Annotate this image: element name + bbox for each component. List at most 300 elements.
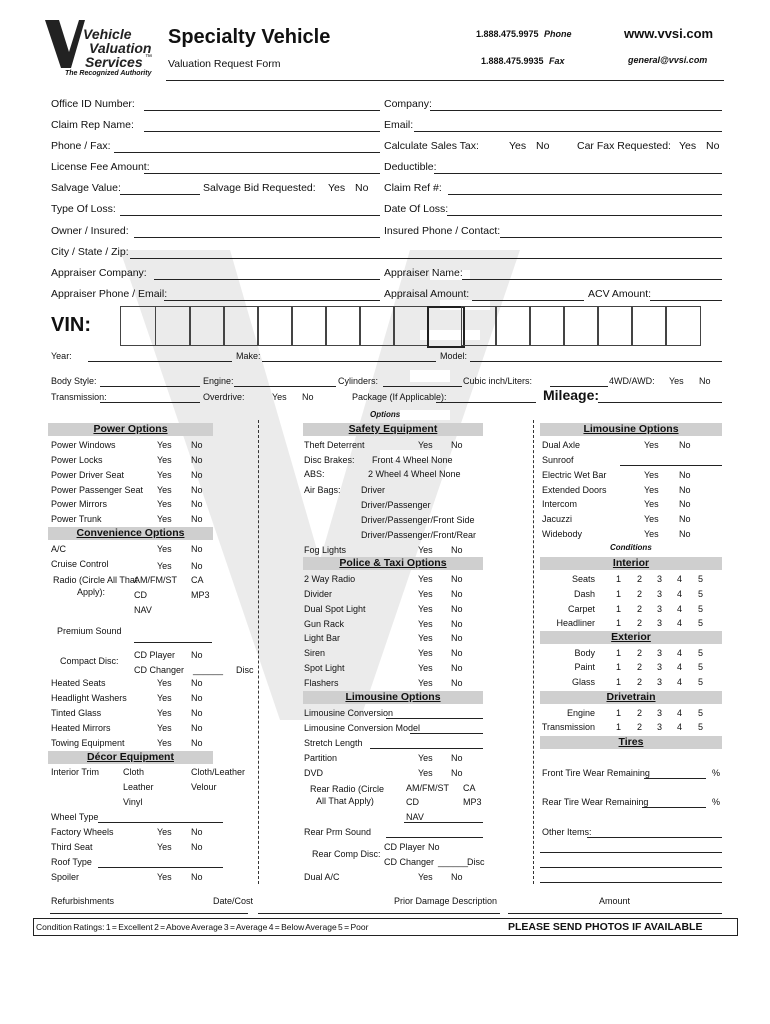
power-item: Power Passenger Seat: [51, 485, 144, 495]
rear-radio-opt-cd[interactable]: CD: [406, 797, 419, 807]
drivetrain-item-rating: 1: [616, 722, 622, 732]
package-input[interactable]: [436, 402, 536, 403]
wheel-type-label: Wheel Type: [51, 812, 99, 822]
interior-item-label: Headliner: [556, 618, 595, 628]
dvd-no[interactable]: No: [451, 768, 463, 778]
exterior-header: Exterior: [540, 631, 722, 644]
phone-label: Phone: [544, 29, 572, 39]
package-label: Package (If Applicable):: [352, 392, 447, 402]
cd-player-no[interactable]: No: [191, 650, 203, 660]
drivetrain-item-rating: 2: [637, 708, 643, 718]
amount-label: Amount: [599, 896, 631, 906]
police-item: Gun Rack: [304, 619, 345, 629]
engine-input[interactable]: [234, 386, 336, 387]
drivetrain-item-rating: 5: [698, 722, 704, 732]
type-of-loss-input[interactable]: [120, 215, 380, 216]
other-items-input-3[interactable]: [540, 867, 722, 868]
dual-ac-yes[interactable]: Yes: [418, 872, 433, 882]
roof-type-input[interactable]: [98, 867, 223, 868]
power-item: Power Locks: [51, 455, 103, 465]
theft-yes[interactable]: Yes: [418, 440, 433, 450]
power-item-no[interactable]: No: [191, 440, 203, 450]
salvage-bid-no[interactable]: No: [355, 182, 369, 194]
power-item-no[interactable]: No: [191, 485, 203, 495]
sales-tax-no[interactable]: No: [536, 140, 550, 152]
police-item-yes[interactable]: Yes: [418, 574, 433, 584]
fwd-yes[interactable]: Yes: [669, 376, 684, 386]
limo-conversion-model-input[interactable]: [410, 733, 483, 734]
rear-comp-disc-label: Rear Comp Disc:: [312, 849, 381, 859]
cd-changer-label: CD Changer: [134, 665, 185, 675]
tires-header: Tires: [540, 736, 722, 749]
heated-mirrors-yes[interactable]: Yes: [157, 723, 172, 733]
police-item: Siren: [304, 648, 326, 658]
rear-radio-apply: All That Apply): [316, 796, 374, 806]
interior-item-rating: 4: [677, 589, 683, 599]
sales-tax-yes[interactable]: Yes: [509, 140, 527, 152]
dual-axle-no[interactable]: No: [679, 440, 691, 450]
options-label: Options: [370, 410, 401, 419]
power-item-yes[interactable]: Yes: [157, 499, 172, 509]
rear-tire-pct: %: [712, 797, 721, 807]
dual-axle-yes[interactable]: Yes: [644, 440, 659, 450]
power-item-no[interactable]: No: [191, 455, 203, 465]
airbag-opt-3[interactable]: Driver/Passenger/Front Side: [361, 515, 475, 525]
vin-box[interactable]: [223, 306, 259, 346]
heated-mirrors-no[interactable]: No: [191, 723, 203, 733]
owner-input[interactable]: [134, 237, 380, 238]
vin-box[interactable]: [529, 306, 565, 346]
fog-lights-label: Fog Lights: [304, 545, 347, 555]
transmission-label: Transmission:: [51, 392, 107, 402]
overdrive-label: Overdrive:: [203, 392, 245, 402]
tinted-glass-yes[interactable]: Yes: [157, 708, 172, 718]
police-item-yes[interactable]: Yes: [418, 589, 433, 599]
spoiler-yes[interactable]: Yes: [157, 872, 172, 882]
engine-label: Engine:: [203, 376, 234, 386]
exterior-item-rating: 2: [637, 662, 643, 672]
overdrive-no[interactable]: No: [302, 392, 314, 402]
third-seat-no[interactable]: No: [191, 842, 203, 852]
vin-box[interactable]: [597, 306, 633, 346]
towing-equipment-yes[interactable]: Yes: [157, 738, 172, 748]
rear-radio-opt-mp3[interactable]: MP3: [463, 797, 482, 807]
spoiler-no[interactable]: No: [191, 872, 203, 882]
trim-opt-leather[interactable]: Leather: [123, 782, 154, 792]
interior-item-rating: 1: [616, 574, 622, 584]
claim-rep-label: Claim Rep Name:: [51, 119, 134, 131]
power-item-no[interactable]: No: [191, 470, 203, 480]
airbag-opt-2[interactable]: Driver/Passenger: [361, 500, 431, 510]
interior-item-rating: 4: [677, 574, 683, 584]
interior-item-rating: 4: [677, 618, 683, 628]
jacuzzi-no[interactable]: No: [679, 514, 691, 524]
interior-item-rating: 5: [698, 618, 704, 628]
towing-equipment-no[interactable]: No: [191, 738, 203, 748]
rear-prm-sound-input[interactable]: [386, 837, 483, 838]
spoiler-label: Spoiler: [51, 872, 80, 882]
limo-conversion-input[interactable]: [386, 718, 483, 719]
drivetrain-item-label: Transmission: [541, 722, 595, 732]
wheel-type-input[interactable]: [98, 822, 223, 823]
exterior-item-rating: 1: [616, 677, 622, 687]
email-address[interactable]: general@vvsi.com: [628, 55, 708, 65]
vin-box[interactable]: [257, 306, 293, 346]
radio-opt-nav[interactable]: NAV: [134, 605, 152, 615]
vin-box[interactable]: [155, 306, 191, 346]
police-item-yes[interactable]: Yes: [418, 663, 433, 673]
logo-v-icon: [45, 18, 85, 70]
airbag-opt-1[interactable]: Driver: [361, 485, 385, 495]
police-item-no[interactable]: No: [451, 633, 463, 643]
appraiser-company-label: Appraiser Company:: [51, 267, 147, 279]
transmission-input[interactable]: [100, 402, 200, 403]
limo-conversion-model-label: Limousine Conversion Model: [304, 723, 421, 733]
mileage-input[interactable]: [598, 402, 722, 403]
roof-type-label: Roof Type: [51, 857, 92, 867]
rear-radio-opt-amfm[interactable]: AM/FM/ST: [406, 783, 449, 793]
vin-box[interactable]: [393, 306, 429, 346]
year-input[interactable]: [88, 361, 232, 362]
partition-yes[interactable]: Yes: [418, 753, 433, 763]
interior-item-rating: 1: [616, 618, 622, 628]
interior-header: Interior: [540, 557, 722, 570]
fwd-no[interactable]: No: [699, 376, 711, 386]
interior-item-rating: 2: [637, 618, 643, 628]
appraisal-amount-label: Appraisal Amount:: [384, 288, 470, 300]
rear-tire-input[interactable]: [642, 807, 706, 808]
refurbishments-label: Refurbishments: [51, 896, 115, 906]
towing-equipment-label: Towing Equipment: [51, 738, 125, 748]
jacuzzi-yes[interactable]: Yes: [644, 514, 659, 524]
appraiser-name-label: Appraiser Name:: [384, 267, 463, 279]
third-seat-yes[interactable]: Yes: [157, 842, 172, 852]
sunroof-input[interactable]: [620, 465, 722, 466]
power-item: Power Mirrors: [51, 499, 108, 509]
police-item: Dual Spot Light: [304, 604, 366, 614]
rear-radio-opt-ca[interactable]: CA: [463, 783, 476, 793]
appraiser-name-input[interactable]: [462, 279, 722, 280]
safety-equipment-header: Safety Equipment: [303, 423, 483, 436]
interior-item-rating: 2: [637, 589, 643, 599]
rear-cd-changer-disc: Disc: [467, 857, 485, 867]
widebody-label: Widebody: [542, 529, 583, 539]
power-item-yes[interactable]: Yes: [157, 485, 172, 495]
vin-box[interactable]: [665, 306, 701, 346]
car-fax-yes[interactable]: Yes: [679, 140, 697, 152]
rear-cd-changer-label: CD Changer: [384, 857, 435, 867]
exterior-item-label: Body: [574, 648, 595, 658]
cruise-label: Cruise Control: [51, 559, 109, 569]
type-of-loss-label: Type Of Loss:: [51, 203, 116, 215]
vin-label: VIN:: [51, 314, 91, 336]
salvage-bid-label: Salvage Bid Requested:: [203, 182, 316, 194]
heated-seats-no[interactable]: No: [191, 678, 203, 688]
intercom-label: Intercom: [542, 499, 578, 509]
limo-options-header-2: Limousine Options: [303, 691, 483, 704]
title: Specialty Vehicle: [168, 26, 331, 48]
email-label: Email:: [384, 119, 414, 131]
drivetrain-item-label: Engine: [566, 708, 595, 718]
column-divider-2: [533, 420, 534, 884]
disc-brakes-label: Disc Brakes:: [304, 455, 355, 465]
factory-wheels-yes[interactable]: Yes: [157, 827, 172, 837]
exterior-item-rating: 3: [657, 648, 663, 658]
company-input[interactable]: [430, 110, 722, 111]
other-items-label: Other Items:: [542, 827, 592, 837]
interior-item-rating: 1: [616, 604, 622, 614]
exterior-item-rating: 2: [637, 648, 643, 658]
airbags-label: Air Bags:: [304, 485, 341, 495]
extended-doors-label: Extended Doors: [542, 485, 607, 495]
deductible-label: Deductible:: [384, 161, 437, 173]
power-item: Power Driver Seat: [51, 470, 125, 480]
police-item-yes[interactable]: Yes: [418, 604, 433, 614]
vin-box[interactable]: [461, 306, 497, 346]
exterior-item-rating: 5: [698, 662, 704, 672]
premium-sound-label: Premium Sound: [57, 626, 122, 636]
fog-lights-yes[interactable]: Yes: [418, 545, 433, 555]
police-item-yes[interactable]: Yes: [418, 678, 433, 688]
power-item-no[interactable]: No: [191, 499, 203, 509]
radio-opt-mp3[interactable]: MP3: [191, 590, 210, 600]
partition-label: Partition: [304, 753, 338, 763]
column-divider-1: [258, 420, 259, 884]
license-fee-label: License Fee Amount:: [51, 161, 150, 173]
partition-no[interactable]: No: [451, 753, 463, 763]
limo-conversion-label: Limousine Conversion: [304, 708, 394, 718]
salvage-value-input[interactable]: [120, 194, 200, 195]
police-item-no[interactable]: No: [451, 574, 463, 584]
cubic-label: Cubic inch/Liters:: [463, 376, 533, 386]
insured-phone-label: Insured Phone / Contact:: [384, 225, 501, 237]
model-input[interactable]: [470, 361, 722, 362]
vin-box[interactable]: [291, 306, 327, 346]
trim-opt-cloth[interactable]: Cloth: [123, 767, 145, 777]
ac-yes[interactable]: Yes: [157, 544, 172, 554]
intercom-no[interactable]: No: [679, 499, 691, 509]
radio-opt-ca[interactable]: CA: [191, 575, 204, 585]
drivetrain-item-rating: 3: [657, 708, 663, 718]
rear-cd-player-no[interactable]: No: [428, 842, 440, 852]
front-tire-label: Front Tire Wear Remaining: [542, 768, 650, 778]
police-item-no[interactable]: No: [451, 678, 463, 688]
fog-lights-no[interactable]: No: [451, 545, 463, 555]
rear-cd-changer-blank: ______: [438, 857, 469, 867]
dual-ac-label: Dual A/C: [304, 872, 340, 882]
rear-radio-line[interactable]: [404, 822, 483, 823]
headlight-washers-no[interactable]: No: [191, 693, 203, 703]
cylinders-input[interactable]: [383, 386, 462, 387]
radio-apply: Apply):: [77, 587, 106, 597]
email-input[interactable]: [414, 131, 722, 132]
claim-ref-label: Claim Ref #:: [384, 182, 442, 194]
office-id-label: Office ID Number:: [51, 98, 135, 110]
extended-doors-yes[interactable]: Yes: [644, 485, 659, 495]
power-options-header: Power Options: [48, 423, 213, 436]
dvd-label: DVD: [304, 768, 324, 778]
other-items-input-2[interactable]: [540, 852, 722, 853]
office-id-input[interactable]: [144, 110, 380, 111]
abs-label: ABS:: [304, 469, 325, 479]
power-item-yes[interactable]: Yes: [157, 440, 172, 450]
date-of-loss-input[interactable]: [447, 215, 722, 216]
acv-amount-input[interactable]: [650, 300, 722, 301]
police-item: Flashers: [304, 678, 339, 688]
police-item-yes[interactable]: Yes: [418, 633, 433, 643]
sales-tax-label: Calculate Sales Tax:: [384, 140, 479, 152]
airbag-opt-4[interactable]: Driver/Passenger/Front/Rear: [361, 530, 477, 540]
city-input[interactable]: [130, 258, 722, 259]
model-label: Model:: [440, 351, 468, 361]
headlight-washers-yes[interactable]: Yes: [157, 693, 172, 703]
date-cost-label: Date/Cost: [213, 896, 254, 906]
electric-wet-bar-yes[interactable]: Yes: [644, 470, 659, 480]
cruise-no[interactable]: No: [191, 561, 203, 571]
police-item-yes[interactable]: Yes: [418, 648, 433, 658]
electric-wet-bar-no[interactable]: No: [679, 470, 691, 480]
make-input[interactable]: [262, 361, 436, 362]
exterior-item-rating: 1: [616, 662, 622, 672]
limo-options-header: Limousine Options: [540, 423, 722, 436]
overdrive-yes[interactable]: Yes: [272, 392, 287, 402]
heated-seats-yes[interactable]: Yes: [157, 678, 172, 688]
extended-doors-no[interactable]: No: [679, 485, 691, 495]
vin-box[interactable]: [427, 306, 465, 348]
rear-tire-label: Rear Tire Wear Remaining: [542, 797, 649, 807]
dvd-yes[interactable]: Yes: [418, 768, 433, 778]
drivetrain-item-rating: 5: [698, 708, 704, 718]
interior-item-rating: 2: [637, 574, 643, 584]
ac-no[interactable]: No: [191, 544, 203, 554]
appraiser-phone-input[interactable]: [164, 300, 380, 301]
exterior-item-rating: 1: [616, 648, 622, 658]
intercom-yes[interactable]: Yes: [644, 499, 659, 509]
salvage-bid-yes[interactable]: Yes: [328, 182, 346, 194]
deductible-input[interactable]: [434, 173, 722, 174]
vin-box[interactable]: [189, 306, 225, 346]
power-item-no[interactable]: No: [191, 514, 203, 524]
phone-fax-input[interactable]: [114, 152, 380, 153]
interior-item-rating: 5: [698, 589, 704, 599]
city-label: City / State / Zip:: [51, 246, 129, 258]
rear-radio-opt-nav[interactable]: NAV: [406, 812, 424, 822]
interior-item-rating: 3: [657, 604, 663, 614]
interior-item-rating: 3: [657, 589, 663, 599]
vin-box[interactable]: [495, 306, 531, 346]
exterior-item-label: Paint: [574, 662, 595, 672]
stretch-length-label: Stretch Length: [304, 738, 363, 748]
police-item-no[interactable]: No: [451, 604, 463, 614]
police-item: Spot Light: [304, 663, 345, 673]
police-item-no[interactable]: No: [451, 619, 463, 629]
photos-note: PLEASE SEND PHOTOS IF AVAILABLE: [508, 921, 703, 933]
exterior-item-rating: 2: [637, 677, 643, 687]
radio-opt-amfm[interactable]: AM/FM/ST: [134, 575, 177, 585]
power-item-yes[interactable]: Yes: [157, 514, 172, 524]
condition-ratings-text: Condition Ratings: 1 = Excellent 2 = Above Average 3 = Average 4 = Below Average 5 = Poor: [36, 922, 369, 932]
exterior-item-rating: 4: [677, 648, 683, 658]
mileage-label: Mileage:: [543, 387, 600, 403]
power-item: Power Windows: [51, 440, 116, 450]
other-items-input-4[interactable]: [540, 882, 722, 883]
vin-box[interactable]: [120, 306, 156, 346]
vin-box[interactable]: [359, 306, 395, 346]
owner-label: Owner / Insured:: [51, 225, 129, 237]
phone-fax-label: Phone / Fax:: [51, 140, 111, 152]
appraiser-company-input[interactable]: [154, 279, 380, 280]
premium-sound-input[interactable]: [134, 642, 212, 643]
disc-brakes-opt-options[interactable]: Front 4 Wheel None: [372, 455, 453, 465]
interior-trim-label: Interior Trim: [51, 767, 100, 777]
interior-item-rating: 4: [677, 604, 683, 614]
dual-axle-label: Dual Axle: [542, 440, 581, 450]
insured-phone-input[interactable]: [500, 237, 722, 238]
vin-box[interactable]: [325, 306, 361, 346]
tinted-glass-no[interactable]: No: [191, 708, 203, 718]
dual-ac-no[interactable]: No: [451, 872, 463, 882]
radio-opt-cd[interactable]: CD: [134, 590, 147, 600]
subtitle: Valuation Request Form: [168, 58, 281, 70]
vin-box[interactable]: [631, 306, 667, 346]
trim-opt-cloth-leather[interactable]: Cloth/Leather: [191, 767, 246, 777]
power-item-yes[interactable]: Yes: [157, 470, 172, 480]
exterior-item-rating: 3: [657, 662, 663, 672]
widebody-no[interactable]: No: [679, 529, 691, 539]
date-of-loss-label: Date Of Loss:: [384, 203, 449, 215]
widebody-yes[interactable]: Yes: [644, 529, 659, 539]
interior-item-rating: 3: [657, 618, 663, 628]
logo: [45, 18, 155, 80]
power-item-yes[interactable]: Yes: [157, 455, 172, 465]
car-fax-no[interactable]: No: [706, 140, 720, 152]
cylinders-label: Cylinders:: [338, 376, 379, 386]
vin-box[interactable]: [563, 306, 599, 346]
police-item-no[interactable]: No: [451, 589, 463, 599]
claim-rep-input[interactable]: [144, 131, 380, 132]
exterior-item-rating: 3: [657, 677, 663, 687]
police-item-no[interactable]: No: [451, 648, 463, 658]
theft-no[interactable]: No: [451, 440, 463, 450]
front-tire-input[interactable]: [644, 778, 706, 779]
cruise-yes[interactable]: Yes: [157, 561, 172, 571]
abs-opt-options[interactable]: 2 Wheel 4 Wheel None: [368, 469, 461, 479]
claim-ref-input[interactable]: [448, 194, 722, 195]
convenience-options-header: Convenience Options: [48, 527, 213, 540]
stretch-length-input[interactable]: [370, 748, 483, 749]
exterior-item-label: Glass: [571, 677, 595, 687]
trim-opt-velour[interactable]: Velour: [191, 782, 217, 792]
factory-wheels-no[interactable]: No: [191, 827, 203, 837]
body-style-input[interactable]: [100, 386, 200, 387]
appraisal-amount-input[interactable]: [472, 300, 584, 301]
police-item-no[interactable]: No: [451, 663, 463, 673]
conditions-label: Conditions: [610, 543, 652, 552]
license-fee-input[interactable]: [144, 173, 380, 174]
company-label: Company:: [384, 98, 432, 110]
exterior-item-rating: 5: [698, 677, 704, 687]
drivetrain-item-rating: 4: [677, 708, 683, 718]
website[interactable]: www.vvsi.com: [624, 26, 714, 41]
police-item-yes[interactable]: Yes: [418, 619, 433, 629]
ac-label: A/C: [51, 544, 67, 554]
phone-number: 1.888.475.9975: [476, 29, 539, 39]
other-items-input-1[interactable]: [587, 837, 722, 838]
police-taxi-header: Police & Taxi Options: [303, 557, 483, 570]
trim-opt-vinyl[interactable]: Vinyl: [123, 797, 143, 807]
interior-item-rating: 5: [698, 604, 704, 614]
police-item: Light Bar: [304, 633, 341, 643]
